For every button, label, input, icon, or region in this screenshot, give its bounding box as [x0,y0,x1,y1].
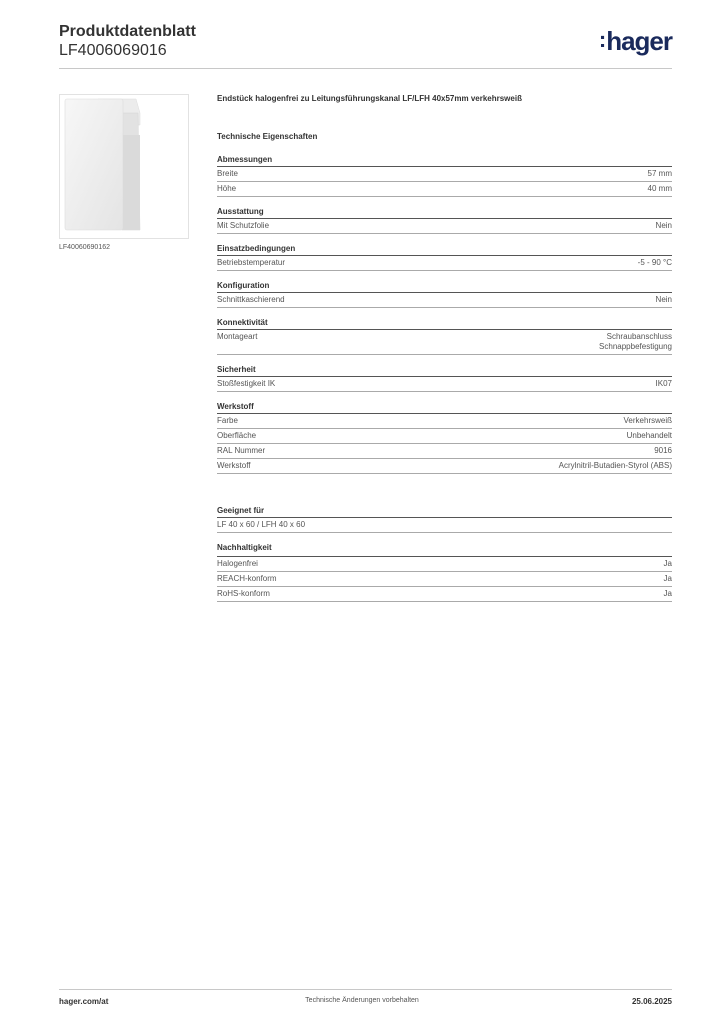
group-konfiguration [217,281,672,308]
table-row [217,518,672,533]
product-title: Endstück halogenfrei zu Leitungsführungskanal LF/LFH 40x57mm verkehrsweiß [217,94,522,103]
page-header [59,22,196,60]
group-werkstoff [217,402,672,474]
group-title: Ausstattung [217,207,672,219]
row-label: Oberfläche [217,431,257,440]
table-row [217,429,672,444]
product-image [59,94,189,239]
group-title: Konnektivität [217,318,672,330]
row-value: Nein [655,221,672,230]
row-label: Breite [217,169,238,178]
table-row [217,182,672,197]
row-value: Ja [663,574,672,583]
group-ausstattung [217,207,672,234]
row-label: Betriebstemperatur [217,258,286,267]
row-value: Ja [663,559,672,568]
footer-notice: Technische Änderungen vorbehalten [305,997,419,1004]
row-value-line: Schnappbefestigung [599,342,672,351]
row-label: LF 40 x 60 / LFH 40 x 60 [217,520,306,529]
table-row [217,459,672,474]
group-title: Einsatzbedingungen [217,244,672,256]
row-value-line: Schraubanschluss [606,332,672,341]
row-label: RoHS-konform [217,589,270,598]
group-title: Geeignet für [217,506,672,518]
table-row [217,167,672,182]
table-row [217,587,672,602]
row-value: Unbehandelt [626,431,672,440]
group-title: Konfiguration [217,281,672,293]
row-value: Verkehrsweiß [623,416,672,425]
table-row [217,557,672,572]
row-value: 40 mm [647,184,672,193]
table-row [217,572,672,587]
row-label: Mit Schutzfolie [217,221,270,230]
group-konnektivitaet [217,318,672,355]
table-row [217,377,672,392]
table-row [217,444,672,459]
group-einsatzbedingungen [217,244,672,271]
row-value: 9016 [654,446,672,455]
table-row [217,414,672,429]
group-title: Abmessungen [217,155,672,167]
article-number: LF4006069016 [59,42,167,59]
table-row [217,293,672,308]
group-abmessungen [217,155,672,197]
table-row [217,330,672,355]
table-row [217,256,672,271]
footer-divider [59,989,672,990]
row-label: Montageart [217,332,258,341]
group-title: Sicherheit [217,365,672,377]
row-value [599,332,672,352]
row-value: Ja [663,589,672,598]
hager-logo: :hager [598,26,672,56]
row-value: 57 mm [647,169,672,178]
section-title: Technische Eigenschaften [217,132,318,141]
row-label: Stoßfestigkeit IK [217,379,276,388]
group-geeignet-fuer [217,506,672,533]
group-title: Werkstoff [217,402,672,414]
row-label: REACH-konform [217,574,277,583]
product-details [217,94,672,612]
row-value: Nein [655,295,672,304]
row-label: Höhe [217,184,237,193]
header-divider [59,68,672,69]
row-value: Acrylnitril-Butadien-Styrol (ABS) [558,461,672,470]
row-label: Halogenfrei [217,559,258,568]
row-value: -5 - 90 °C [637,258,672,267]
group-title: Nachhaltigkeit [217,543,672,557]
page-title: Produktdatenblatt [59,23,196,40]
logo-text: hager [606,26,672,56]
row-label: Farbe [217,416,238,425]
row-value: IK07 [655,379,672,388]
table-row [217,219,672,234]
row-label: Schnittkaschierend [217,295,285,304]
row-label: Werkstoff [217,461,251,470]
end-cap-illustration [60,95,188,238]
footer-date: 25.06.2025 [631,997,672,1006]
group-nachhaltigkeit [217,543,672,602]
row-label: RAL Nummer [217,446,266,455]
footer-website: hager.com/at [59,997,109,1006]
group-sicherheit [217,365,672,392]
image-caption: LF40060690162 [59,244,110,251]
section-spacer [217,484,672,506]
